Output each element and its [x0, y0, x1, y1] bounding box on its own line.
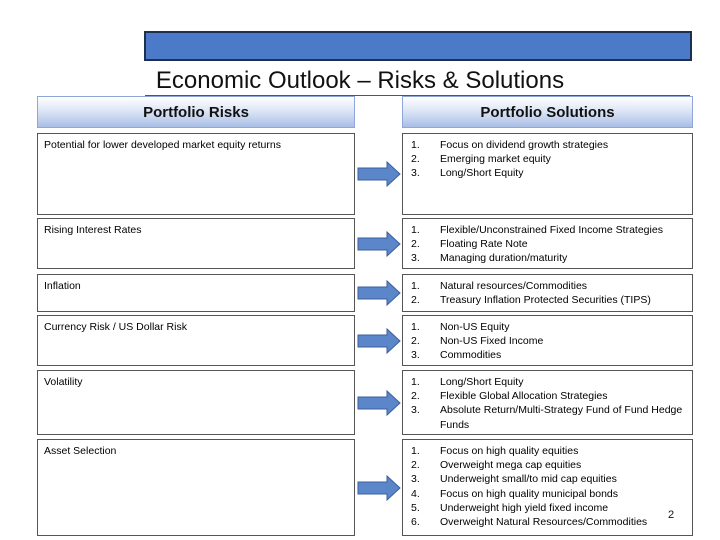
solution-number: 1. — [411, 139, 420, 151]
solution-text: Flexible/Unconstrained Fixed Income Strategies — [440, 224, 663, 236]
page-title: Economic Outlook – Risks & Solutions — [155, 67, 565, 94]
solution-number: 1. — [411, 280, 420, 292]
solution-item — [411, 237, 686, 251]
solution-text: Focus on high quality municipal bonds — [440, 487, 619, 500]
risk-box — [37, 370, 355, 435]
solution-number: 1. — [411, 224, 420, 236]
solution-text: Non-US Equity — [440, 321, 510, 333]
solution-text: Flexible Global Allocation Strategies — [440, 390, 608, 403]
solution-item — [411, 152, 686, 166]
solution-text: Non-US Fixed Income — [440, 335, 544, 348]
risk-label: Currency Risk / US Dollar Risk — [44, 321, 187, 333]
solution-item — [411, 515, 686, 529]
solution-item — [411, 223, 686, 237]
right-arrow-icon — [357, 231, 401, 257]
solution-box — [402, 133, 693, 215]
solution-item — [411, 138, 686, 152]
solution-number: 2. — [411, 459, 420, 472]
risk-label: Rising Interest Rates — [44, 224, 142, 236]
portfolio-solutions-header: Portfolio Solutions — [402, 96, 693, 128]
solution-text: Floating Rate Note — [440, 238, 528, 251]
solution-item — [411, 166, 686, 180]
solution-box — [402, 274, 693, 312]
solution-text: Overweight mega cap equities — [440, 459, 582, 472]
solution-list — [411, 320, 686, 363]
solution-item — [411, 320, 686, 334]
solution-item — [411, 348, 686, 362]
solution-text: Treasury Inflation Protected Securities (TIPS) — [440, 294, 651, 307]
solution-text: Absolute Return/Multi-Strategy Fund of Fund Hedge Funds — [440, 404, 683, 431]
solution-list — [411, 375, 686, 432]
page-number: 2 — [668, 509, 675, 521]
solution-text: Long/Short Equity — [440, 167, 524, 180]
risk-box — [37, 274, 355, 312]
solution-text: Long/Short Equity — [440, 376, 524, 388]
solution-number: 2. — [411, 390, 420, 403]
risk-label: Potential for lower developed market equity returns — [44, 139, 281, 151]
solution-item — [411, 375, 686, 389]
solution-number: 4. — [411, 487, 420, 500]
solution-number: 1. — [411, 321, 420, 333]
solution-number: 3. — [411, 349, 420, 362]
solution-text: Managing duration/maturity — [440, 252, 568, 265]
risk-box — [37, 315, 355, 366]
solution-number: 6. — [411, 516, 420, 529]
solution-text: Emerging market equity — [440, 153, 551, 166]
solution-number: 2. — [411, 238, 420, 251]
solution-box — [402, 439, 693, 536]
solution-item — [411, 458, 686, 472]
risk-box — [37, 439, 355, 536]
solution-list — [411, 223, 686, 266]
solution-item — [411, 501, 686, 515]
solution-text: Focus on high quality equities — [440, 445, 579, 457]
solution-list — [411, 138, 686, 181]
solution-item — [411, 279, 686, 293]
solution-text: Underweight small/to mid cap equities — [440, 473, 617, 486]
solution-list — [411, 279, 686, 307]
solution-number: 1. — [411, 445, 420, 457]
risk-box — [37, 133, 355, 215]
right-arrow-icon — [357, 475, 401, 501]
title-banner-bar — [144, 31, 692, 61]
right-arrow-icon — [357, 161, 401, 187]
solution-text: Underweight high yield fixed income — [440, 501, 609, 514]
risk-label: Asset Selection — [44, 445, 117, 457]
solution-item — [411, 472, 686, 486]
solution-text: Focus on dividend growth strategies — [440, 139, 609, 151]
right-arrow-icon — [357, 390, 401, 416]
risk-label: Inflation — [44, 280, 81, 292]
solution-number: 2. — [411, 153, 420, 166]
solution-number: 3. — [411, 167, 420, 180]
risk-label: Volatility — [44, 376, 83, 388]
solution-number: 3. — [411, 473, 420, 486]
solution-number: 1. — [411, 376, 420, 388]
solution-text: Natural resources/Commodities — [440, 280, 588, 292]
solution-number: 5. — [411, 501, 420, 514]
right-arrow-icon — [357, 280, 401, 306]
solution-item — [411, 251, 686, 265]
solution-number: 2. — [411, 294, 420, 307]
solution-item — [411, 403, 686, 431]
solution-number: 2. — [411, 335, 420, 348]
solution-item — [411, 444, 686, 458]
solution-text: Commodities — [440, 349, 502, 362]
solution-list — [411, 444, 686, 529]
solution-number: 3. — [411, 252, 420, 265]
solution-item — [411, 389, 686, 403]
right-arrow-icon — [357, 328, 401, 354]
solution-box — [402, 370, 693, 435]
solution-box — [402, 218, 693, 269]
risk-box — [37, 218, 355, 269]
solution-item — [411, 487, 686, 501]
solution-text: Overweight Natural Resources/Commodities — [440, 516, 648, 529]
portfolio-risks-header: Portfolio Risks — [37, 96, 355, 128]
solution-box — [402, 315, 693, 366]
solution-item — [411, 334, 686, 348]
solution-item — [411, 293, 686, 307]
solution-number: 3. — [411, 404, 420, 417]
